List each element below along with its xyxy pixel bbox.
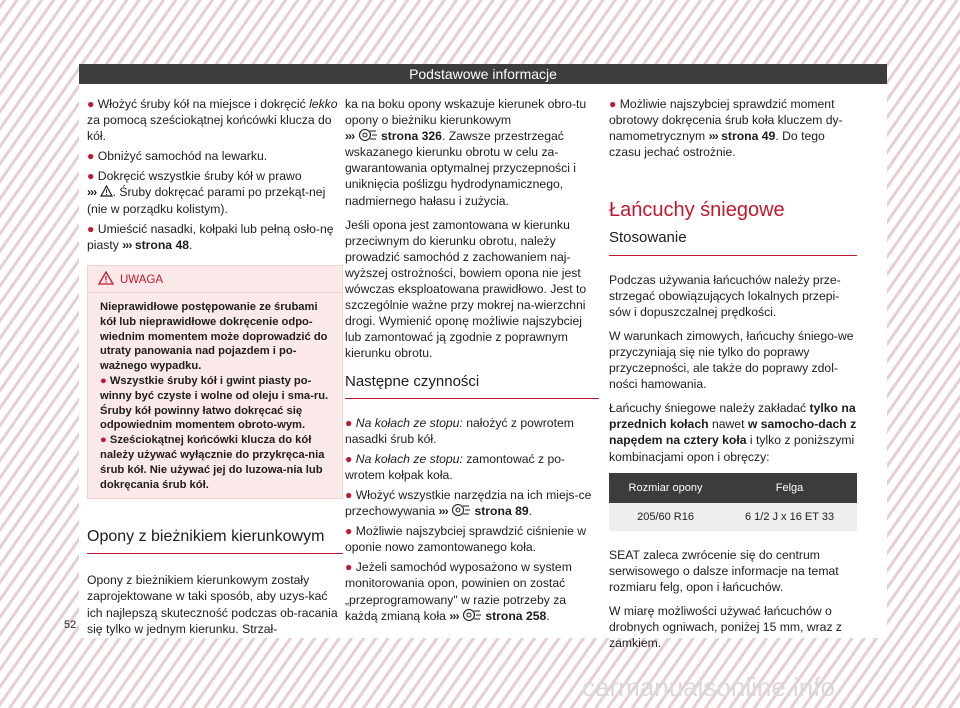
list-item: ● Na kołach ze stopu: zamontować z po-wrotem kołpak koła. — [345, 451, 566, 482]
warning-item: ● Wszystkie śruby kół i gwint piasty po-winny być czyste i wolne od oleju i sma-ru. Śruby kół powinny łatwo dokręcać się odpowiednim momentem obroto-wym. — [100, 374, 329, 432]
tire-icon — [462, 608, 482, 622]
page-reference-link[interactable]: strona 48 — [134, 237, 190, 252]
paragraph: ka na boku opony wskazuje kierunek obro-tu opony o bieżniku kierunkowym ››› strona 326. Zawsze przestrzegać wskazanego kierunku obrotu w celu za-gwarantowania optymalnej przyczepności i uniknięcia poślizgu hydrodynamicznego, nadmiernego hałasu i zużycia. — [345, 97, 587, 208]
page-reference-link[interactable]: strona 89 — [474, 504, 529, 519]
list-item: ● Na kołach ze stopu: nałożyć z powrotem nasadki śrub kół. — [345, 415, 574, 446]
warning-item: ● Sześciokątnej końcówki klucza do kół należy używać wyłącznie do przykręca-nia śrub kół. Nie używać jej do luzowa-nia lub dokręcania śrub kół. — [100, 434, 325, 491]
chapter-title: Łańcuchy śniegowe — [609, 199, 785, 222]
paragraph: Łańcuchy śniegowe należy zakładać tylko na przednich kołach nawet w samocho-dach z napędem na cztery koła i tylko z poniższymi kombinacjami opon i obręczy: — [609, 401, 857, 464]
page-reference-link[interactable]: strona 49 — [721, 129, 776, 144]
table-cell: 6 1/2 J x 16 ET 33 — [722, 503, 857, 531]
warning-box — [87, 265, 343, 499]
warning-intro: Nieprawidłowe postępowanie ze śrubami kół lub nieprawidłowe dokręcenie odpo-wiednim momentem może doprowadzić do utraty panowania nad pojazdem i po-ważnego wypadku. — [100, 300, 328, 373]
list-item: ● Jeżeli samochód wyposażono w system monitorowania opon, powinien on zostać „przeprogramowany" w razie potrzeby za każdą zmianą koła ››› strona 258. — [345, 560, 572, 623]
page-number: 52 — [64, 619, 77, 631]
tire-rim-table — [609, 473, 857, 531]
list-item: ● Włożyć wszystkie narzędzia na ich miejs-ce przechowywania ››› strona 89. — [345, 487, 592, 519]
table-cell: 205/60 R16 — [609, 503, 722, 531]
list-item: ● Możliwie najszybciej sprawdzić ciśnienie w oponie nowo zamontowanego koła. — [345, 524, 587, 555]
tire-icon — [451, 503, 471, 517]
list-item: ● Dokręcić wszystkie śruby kół w prawo ››› . Śruby dokręcać parami po przekąt-nej (nie w porządku kolistym). — [87, 169, 326, 216]
list-item: ● Włożyć śruby kół na miejsce i dokręcić lekko za pomocą sześciokątnej końcówki klucza do kół. — [87, 97, 338, 144]
section-title: Następne czynności — [345, 374, 599, 399]
watermark: carmanualsonline.info — [582, 672, 835, 702]
paragraph: SEAT zaleca zwrócenie się do centrum serwisowego o dalsze informacje na temat rozmiaru felg, opon i łańcuchów. — [609, 547, 839, 594]
warning-triangle-icon — [98, 271, 114, 285]
column-2 — [345, 96, 599, 628]
page-reference-link[interactable]: strona 258 — [485, 608, 547, 623]
list-item: ● Umieścić nasadki, kołpaki lub pełną osło-nę piasty ››› strona 48. — [87, 221, 334, 252]
list-item: ● Obniżyć samochód na lewarku. — [87, 149, 268, 164]
table-header: Rozmiar opony — [609, 473, 722, 503]
tire-icon — [358, 128, 378, 142]
paragraph: Jeśli opona jest zamontowana w kierunku przeciwnym do kierunku obrotu, należy prowadzić samochód z zachowaniem naj-wyższej ostrożności, bowiem opona nie jest wówczas eksploatowana prawidłowo. Jest to szczególnie ważne przy mokrej na-wierzchni drogi. Wymienić oponę możliwie najszybciej lub zamontować ją zgodnie z poprawnym kierunku obrotu. — [345, 217, 587, 361]
table-row — [609, 503, 857, 531]
page-reference-link[interactable]: strona 326 — [380, 129, 442, 144]
warning-triangle-icon — [100, 185, 113, 197]
column-3 — [609, 96, 857, 659]
paragraph: W miarę możliwości używać łańcuchów o drobnych ogniwach, poniżej 15 mm, wraz z zamkiem. — [609, 604, 843, 651]
section-title: Opony z bieżnikiem kierunkowym — [87, 529, 343, 554]
list-item: ● Możliwie najszybciej sprawdzić moment obrotowy dokręcenia śrub koła kluczem dy-namometrycznym ››› strona 49. Do tego czasu jechać ostrożnie. — [609, 97, 843, 160]
paragraph: Podczas używania łańcuchów należy prze-strzegać obowiązujących lokalnych przepi-sów i dopuszczalnej prędkości. — [609, 272, 841, 319]
section-title: Stosowanie — [609, 230, 857, 255]
warning-header: UWAGA — [88, 266, 342, 293]
paragraph: W warunkach zimowych, łańcuchy śniego-we przyczyniają się nie tylko do poprawy przyczepności, ale także do poprawy zdol-ności hamowania. — [609, 328, 854, 392]
column-1 — [87, 96, 343, 645]
page-header: Podstawowe informacje — [79, 64, 887, 84]
paragraph: Opony z bieżnikiem kierunkowym zostały zaprojektowane w taki sposób, aby uzys-kać ich najlepszą skuteczność podczas ob-racania się tylko w jednym kierunku. Strzał- — [87, 573, 338, 636]
table-header: Felga — [722, 473, 857, 503]
